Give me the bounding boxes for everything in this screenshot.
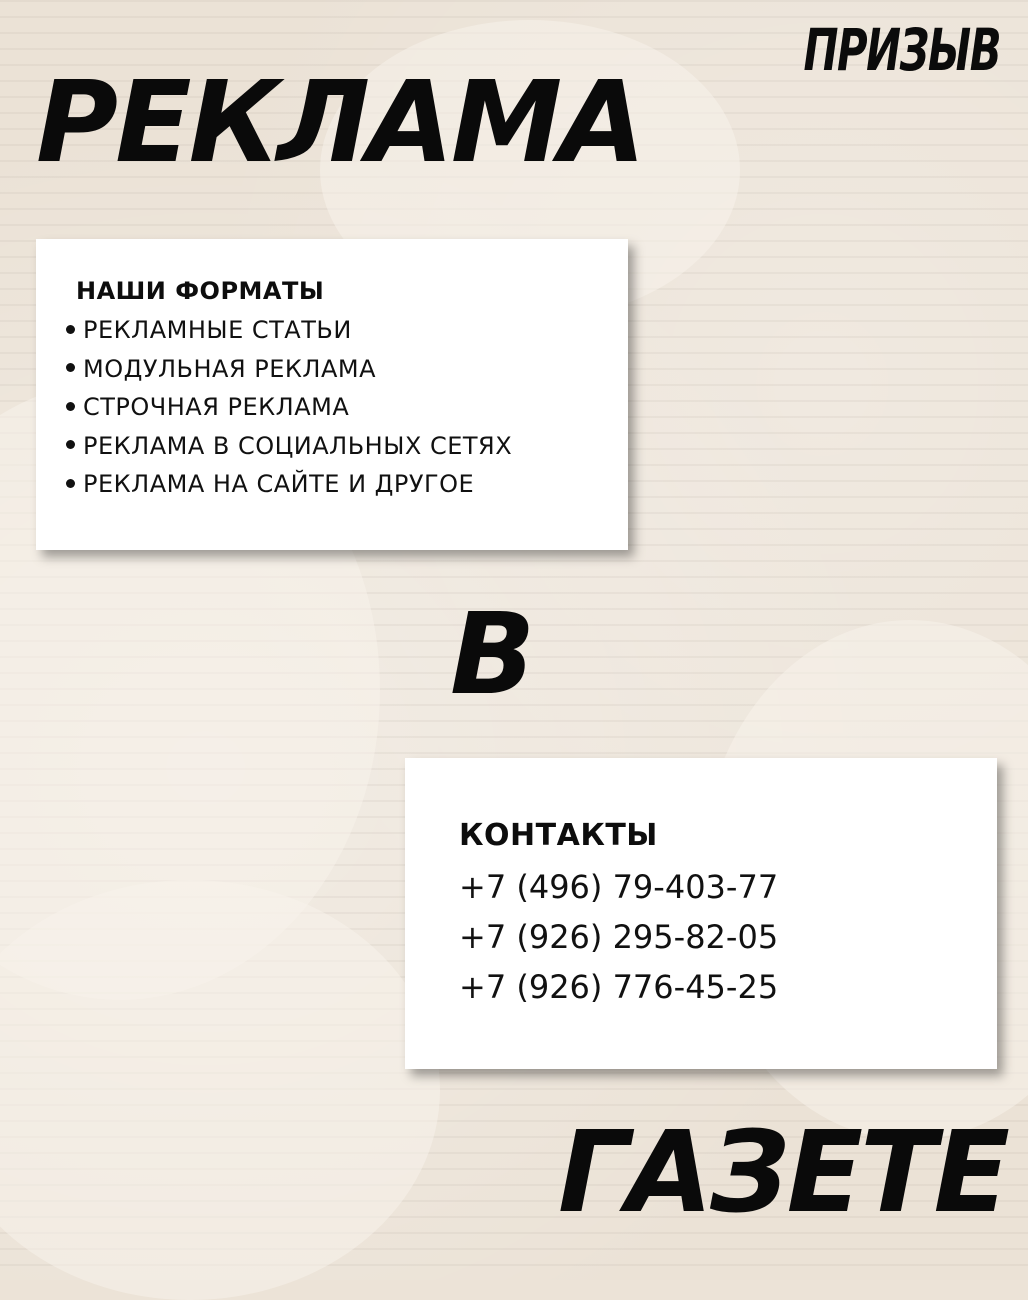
headline-advertising: РЕКЛАМА bbox=[36, 58, 643, 188]
format-label: МОДУЛЬНАЯ РЕКЛАМА bbox=[83, 354, 377, 383]
brand-logo: ПРИЗЫВ bbox=[803, 16, 1000, 84]
headline-in: В bbox=[450, 590, 533, 720]
bullet-icon bbox=[66, 479, 75, 488]
bullet-icon bbox=[66, 363, 75, 372]
contacts-card bbox=[405, 758, 997, 1069]
list-item bbox=[66, 350, 512, 389]
contacts-list bbox=[459, 862, 778, 1012]
format-label: РЕКЛАМНЫЕ СТАТЬИ bbox=[83, 316, 352, 344]
phone-number[interactable]: +7 (926) 295-82-05 bbox=[459, 918, 779, 956]
format-label: РЕКЛАМА В СОЦИАЛЬНЫХ СЕТЯХ bbox=[83, 431, 513, 460]
format-label: РЕКЛАМА НА САЙТЕ И ДРУГОЕ bbox=[83, 470, 475, 498]
bullet-icon bbox=[66, 440, 75, 449]
list-item bbox=[66, 465, 512, 504]
formats-list bbox=[66, 311, 512, 504]
format-label: СТРОЧНАЯ РЕКЛАМА bbox=[83, 393, 350, 421]
phone-number[interactable]: +7 (926) 776-45-25 bbox=[459, 968, 779, 1006]
list-item bbox=[66, 427, 512, 466]
list-item bbox=[66, 311, 512, 350]
formats-heading: НАШИ ФОРМАТЫ bbox=[76, 277, 325, 305]
list-item bbox=[66, 388, 512, 427]
contacts-heading: КОНТАКТЫ bbox=[459, 818, 658, 853]
phone-number[interactable]: +7 (496) 79-403-77 bbox=[459, 868, 779, 906]
headline-newspaper: ГАЗЕТЕ bbox=[558, 1108, 1008, 1238]
formats-card bbox=[36, 239, 628, 550]
bullet-icon bbox=[66, 402, 75, 411]
bullet-icon bbox=[66, 325, 75, 334]
